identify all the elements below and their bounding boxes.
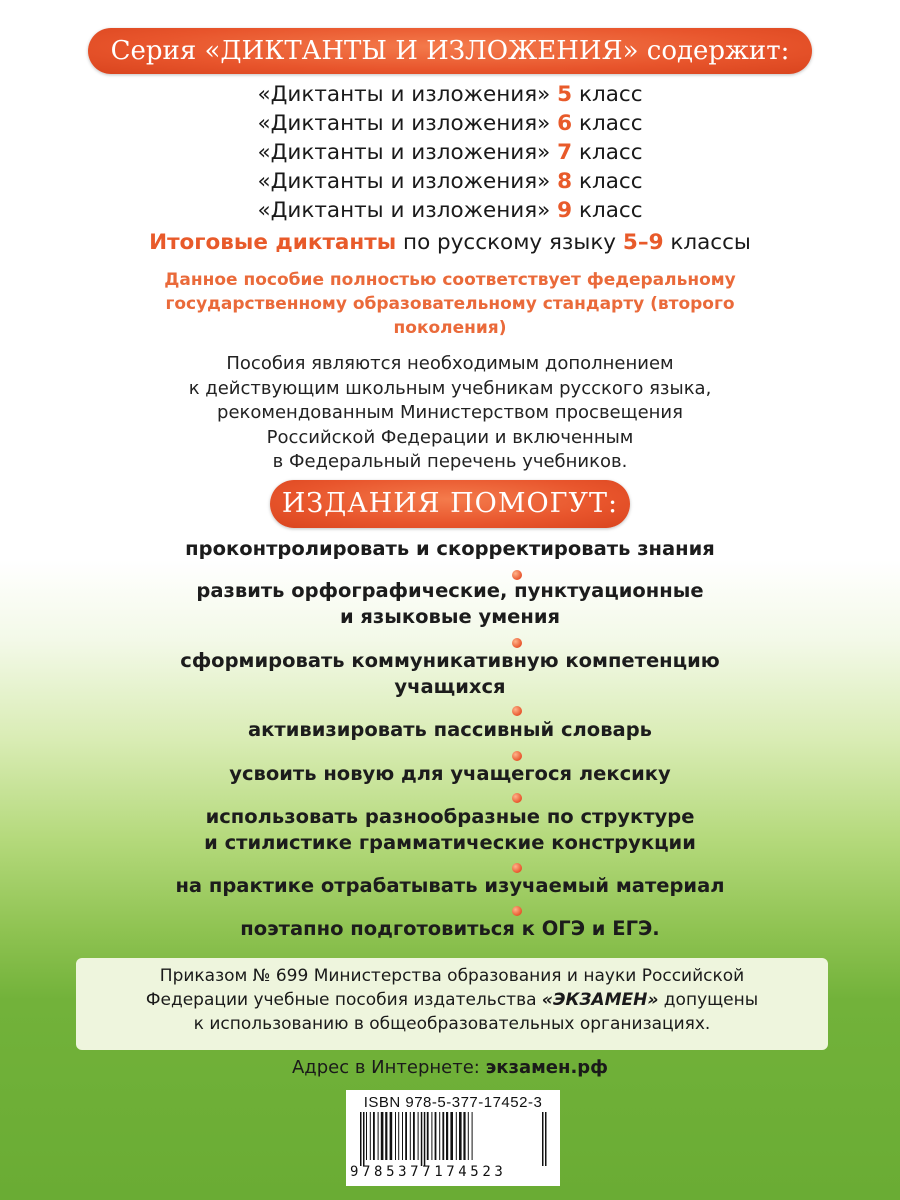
series-item bbox=[0, 138, 900, 167]
barcode-bar bbox=[435, 1112, 437, 1160]
barcode-bar bbox=[373, 1112, 375, 1160]
about-line: Российской Федерации и включенным bbox=[266, 426, 634, 448]
about-line: к действующим школьным учебникам русского языка, bbox=[188, 377, 712, 399]
bullet-dot-icon bbox=[512, 793, 522, 803]
isbn-label: ISBN 978-5-377-17452-3 bbox=[363, 1094, 543, 1111]
barcode-bar bbox=[427, 1112, 429, 1160]
barcode-bar bbox=[418, 1112, 419, 1160]
barcode-bar bbox=[405, 1112, 407, 1160]
decree-line bbox=[76, 988, 828, 1012]
series-item-grade: 7 bbox=[557, 140, 573, 165]
final-dictations-line bbox=[0, 228, 900, 258]
helps-item-line: усвоить новую для учащегося лексику bbox=[229, 762, 671, 785]
decree-text: Федерации учебные пособия издательства bbox=[145, 990, 542, 1010]
fgos-statement bbox=[120, 268, 780, 340]
barcode-bar bbox=[366, 1112, 367, 1160]
helps-item bbox=[60, 916, 840, 942]
barcode-bar bbox=[395, 1112, 396, 1160]
barcode-bar bbox=[459, 1112, 462, 1160]
series-item-unit: класс bbox=[578, 140, 643, 165]
series-item-grade: 6 bbox=[557, 111, 573, 136]
ministry-decree-box bbox=[76, 958, 828, 1050]
helps-item bbox=[60, 804, 840, 856]
about-line: в Федеральный перечень учебников. bbox=[272, 451, 628, 472]
series-item bbox=[0, 167, 900, 196]
helps-item-line: и стилистике грамматические конструкции bbox=[204, 831, 696, 854]
helps-banner: ИЗДАНИЯ ПОМОГУТ: bbox=[270, 480, 630, 528]
bullet-dot-icon bbox=[512, 863, 522, 873]
publisher-name: «ЭКЗАМЕН» bbox=[541, 990, 659, 1010]
barcode-bar bbox=[446, 1112, 448, 1160]
decree-text: допущены bbox=[658, 990, 759, 1010]
barcode-bar bbox=[402, 1112, 403, 1160]
helps-item bbox=[60, 873, 840, 899]
series-item-name: «Диктанты и изложения» bbox=[257, 198, 551, 223]
helps-item bbox=[60, 536, 840, 562]
series-item-name: «Диктанты и изложения» bbox=[257, 82, 551, 107]
series-banner-suffix: содержит: bbox=[638, 36, 790, 66]
series-item-name: «Диктанты и изложения» bbox=[257, 140, 551, 165]
barcode-bar bbox=[545, 1112, 547, 1166]
barcode-bar bbox=[398, 1112, 399, 1160]
barcode-bar bbox=[424, 1112, 426, 1166]
barcode-icon bbox=[358, 1112, 548, 1168]
helps-item bbox=[60, 761, 840, 787]
barcode-bar bbox=[450, 1112, 453, 1160]
helps-item bbox=[60, 578, 840, 630]
barcode-bar bbox=[385, 1112, 387, 1160]
barcode-bar bbox=[421, 1112, 423, 1166]
barcode-bar bbox=[381, 1112, 384, 1160]
series-banner bbox=[88, 28, 812, 74]
series-item bbox=[0, 196, 900, 225]
barcode-bar bbox=[410, 1112, 411, 1160]
barcode-bar bbox=[390, 1112, 393, 1160]
barcode-bar bbox=[442, 1112, 444, 1160]
series-item-unit: класс bbox=[578, 111, 643, 136]
barcode-bar bbox=[413, 1112, 415, 1160]
barcode-bar bbox=[463, 1112, 465, 1160]
helps-item-line: на практике отрабатывать изучаемый материал bbox=[175, 874, 725, 897]
bullet-dot-icon bbox=[512, 706, 522, 716]
series-item-name: «Диктанты и изложения» bbox=[257, 169, 551, 194]
series-item-unit: класс bbox=[578, 198, 643, 223]
barcode-bar bbox=[363, 1112, 365, 1166]
final-line-unit: классы bbox=[663, 230, 751, 255]
barcode-bar bbox=[378, 1112, 379, 1160]
barcode-bar bbox=[370, 1112, 371, 1160]
helps-item-line: использовать разнообразные по структуре bbox=[205, 805, 695, 828]
address-label: Адрес в Интернете: bbox=[291, 1057, 486, 1078]
helps-item-line: активизировать пассивный словарь bbox=[248, 718, 652, 741]
fgos-line: Данное пособие полностью соответствует федеральному bbox=[164, 270, 736, 290]
helps-item bbox=[60, 717, 840, 743]
series-item-grade: 5 bbox=[557, 82, 573, 107]
helps-item-line: сформировать коммуникативную компетенцию bbox=[180, 649, 720, 672]
final-line-title: Итоговые диктанты bbox=[149, 230, 397, 255]
fgos-line: государственному образовательному стандарту (второго bbox=[165, 294, 735, 314]
helps-item-line: проконтролировать и скорректировать знания bbox=[185, 537, 715, 560]
helps-item-line: поэтапно подготовиться к ОГЭ и ЕГЭ. bbox=[240, 917, 660, 940]
final-line-subject: по русскому языку bbox=[396, 230, 623, 255]
bullet-dot-icon bbox=[512, 638, 522, 648]
series-banner-prefix: Серия bbox=[110, 36, 205, 66]
barcode-bar bbox=[468, 1112, 469, 1160]
barcode-bar bbox=[360, 1112, 362, 1166]
address-url[interactable]: экзамен.рф bbox=[485, 1057, 609, 1078]
series-item bbox=[0, 80, 900, 109]
helps-item-line: учащихся bbox=[394, 675, 506, 698]
series-item-grade: 9 bbox=[557, 198, 573, 223]
isbn-digits: 9785377174523 bbox=[350, 1164, 507, 1180]
bullet-dot-icon bbox=[512, 751, 522, 761]
series-item bbox=[0, 109, 900, 138]
barcode-bar bbox=[456, 1112, 457, 1160]
barcode-bar bbox=[439, 1112, 440, 1160]
barcode-bar bbox=[542, 1112, 544, 1166]
helps-item bbox=[60, 648, 840, 700]
about-line: Пособия являются необходимым дополнением bbox=[226, 353, 674, 374]
series-list bbox=[0, 80, 900, 225]
isbn-barcode-block bbox=[346, 1090, 560, 1186]
decree-line: к использованию в общеобразовательных организациях. bbox=[193, 1014, 711, 1034]
series-item-grade: 8 bbox=[557, 169, 573, 194]
helps-item-line: развить орфографические, пунктуационные bbox=[196, 579, 704, 602]
series-item-name: «Диктанты и изложения» bbox=[257, 111, 551, 136]
decree-line: Приказом № 699 Министерства образования и науки Российской bbox=[159, 966, 745, 986]
barcode-bar bbox=[431, 1112, 432, 1160]
website-address bbox=[0, 1056, 900, 1080]
about-line: рекомендованным Министерством просвещения bbox=[217, 402, 683, 423]
final-line-range: 5–9 bbox=[622, 230, 664, 255]
fgos-line: поколения) bbox=[393, 318, 507, 338]
barcode-bar bbox=[472, 1112, 473, 1160]
series-banner-title: «ДИКТАНТЫ И ИЗЛОЖЕНИЯ» bbox=[204, 36, 639, 66]
about-paragraph bbox=[110, 352, 790, 475]
bullet-dot-icon bbox=[512, 906, 522, 916]
series-item-unit: класс bbox=[578, 82, 643, 107]
helps-item-line: и языковые умения bbox=[339, 605, 561, 628]
series-item-unit: класс bbox=[578, 169, 643, 194]
